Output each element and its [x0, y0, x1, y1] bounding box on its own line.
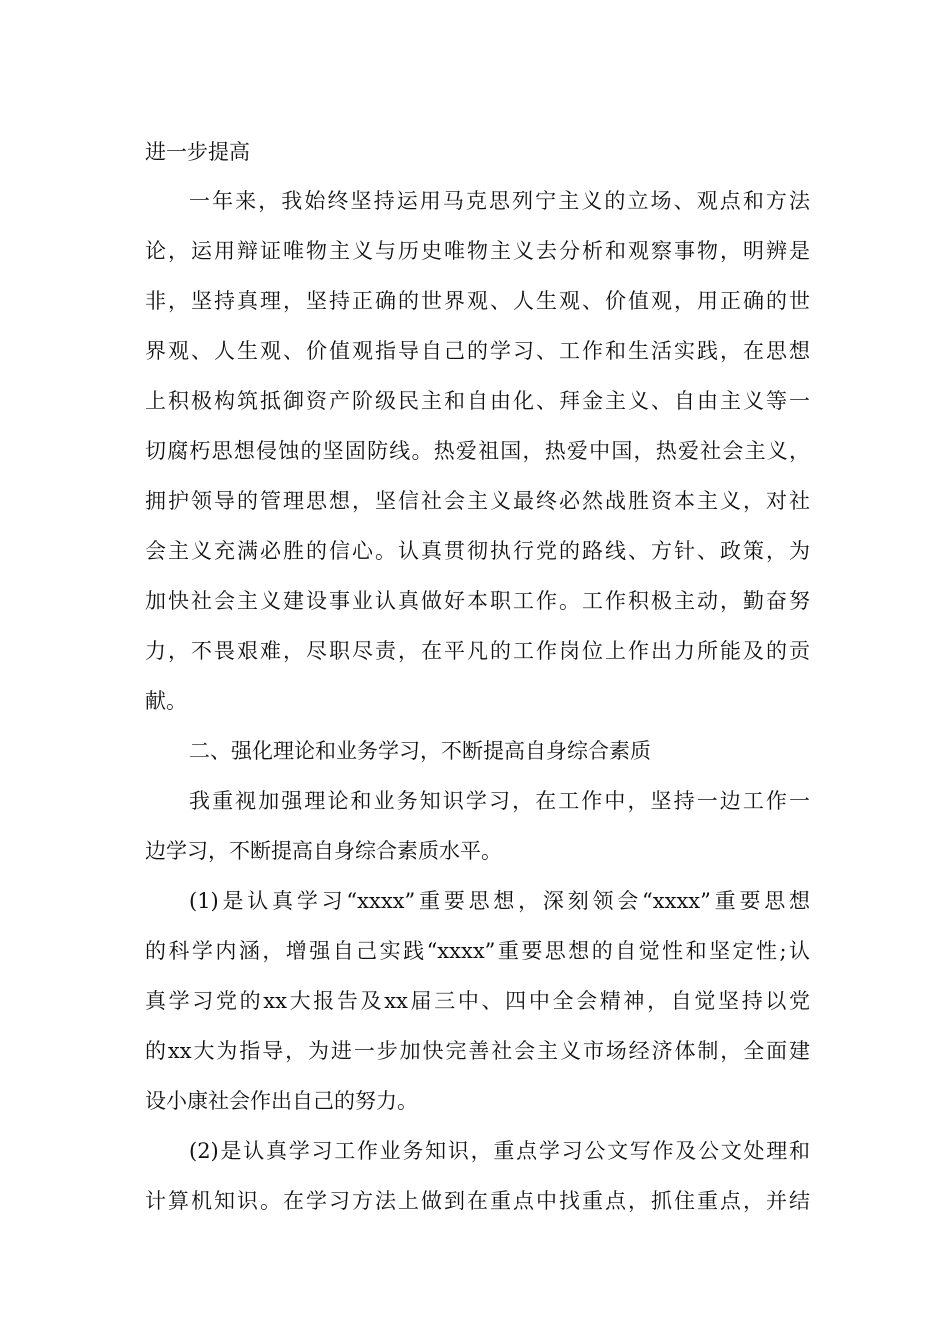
text-line: 的科学内涵，增强自己实践“xxxx”重要思想的自觉性和坚定性;认 — [145, 939, 810, 963]
text-line: 非，坚持真理，坚持正确的世界观、人生观、价值观，用正确的世 — [145, 289, 810, 313]
text-line: 加快社会主义建设事业认真做好本职工作。工作积极主动，勤奋努 — [145, 589, 810, 613]
paragraph-first-line: (1)是认真学习“xxxx”重要思想，深刻领会“xxxx”重要思想 — [189, 889, 810, 913]
paragraph-first-line: 我重视加强理论和业务知识学习，在工作中，坚持一边工作一 — [189, 789, 810, 813]
text-line: 力，不畏艰难，尽职尽责，在平凡的工作岗位上作出力所能及的贡 — [145, 639, 810, 663]
paragraph-first-line: 一年来，我始终坚持运用马克思列宁主义的立场、观点和方法 — [189, 189, 810, 213]
text-line: 计算机知识。在学习方法上做到在重点中找重点，抓住重点，并结 — [145, 1189, 810, 1213]
text-line: 论，运用辩证唯物主义与历史唯物主义去分析和观察事物，明辨是 — [145, 239, 810, 263]
text-line: 会主义充满必胜的信心。认真贯彻执行党的路线、方针、政策，为 — [145, 539, 810, 563]
text-line: 的xx大为指导，为进一步加快完善社会主义市场经济体制，全面建 — [145, 1039, 810, 1063]
text-line: 设小康社会作出自己的努力。 — [145, 1089, 418, 1113]
text-line: 真学习党的xx大报告及xx届三中、四中全会精神，自觉坚持以党 — [145, 989, 810, 1013]
text-line: 进一步提高 — [145, 140, 250, 164]
text-line: 界观、人生观、价值观指导自己的学习、工作和生活实践，在思想 — [145, 339, 810, 363]
text-line: 献。 — [145, 689, 187, 713]
text-line: 上积极构筑抵御资产阶级民主和自由化、拜金主义、自由主义等一 — [145, 389, 810, 413]
text-line: 拥护领导的管理思想，坚信社会主义最终必然战胜资本主义，对社 — [145, 489, 810, 513]
text-line: 切腐朽思想侵蚀的坚固防线。热爱祖国，热爱中国，热爱社会主义， — [145, 439, 810, 463]
section-heading: 二、强化理论和业务学习，不断提高自身综合素质 — [189, 739, 651, 763]
text-line: 边学习，不断提高自身综合素质水平。 — [145, 839, 502, 863]
paragraph-first-line: (2)是认真学习工作业务知识，重点学习公文写作及公文处理和 — [189, 1139, 810, 1163]
